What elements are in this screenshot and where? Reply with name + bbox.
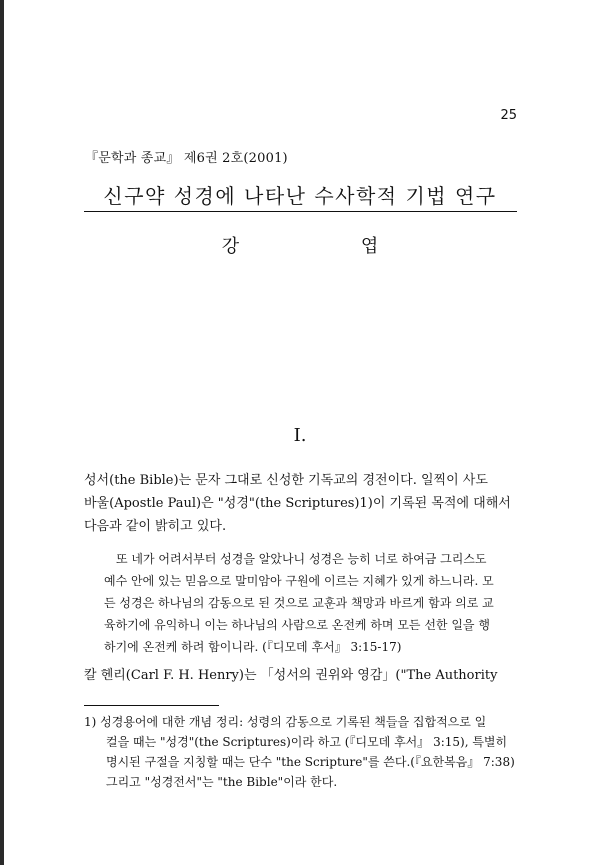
footnote-separator-rule bbox=[84, 705, 219, 706]
footnote-1 bbox=[84, 712, 517, 792]
paragraph-line: 칼 헨리(Carl F. H. Henry)는 「성서의 권위와 영감」("The Authority bbox=[84, 668, 498, 683]
section-heading: I. bbox=[293, 425, 307, 446]
block-quote bbox=[104, 548, 517, 658]
paragraph-2 bbox=[84, 664, 517, 687]
title-underline-rule bbox=[84, 211, 517, 212]
article-title: 신구약 성경에 나타난 수사학적 기법 연구 bbox=[103, 184, 497, 208]
footnote-line: 명시된 구절을 지칭할 때는 단수 "the Scripture"를 쓴다.(『요한복음』 7:38) bbox=[106, 755, 515, 769]
page-number: 25 bbox=[500, 108, 517, 123]
quote-line: 예수 안에 있는 믿음으로 말미암아 구원에 이르는 지혜가 있게 하느니라. 모 bbox=[104, 574, 494, 588]
footnote-line: 1) 성경용어에 대한 개념 정리: 성령의 감동으로 기록된 책들을 집합적으로 일 bbox=[84, 715, 487, 729]
quote-line: 또 네가 어려서부터 성경을 알았나니 성경은 능히 너로 하여금 그리스도 bbox=[116, 552, 487, 566]
quote-line: 든 성경은 하나님의 감동으로 된 것으로 교훈과 책망과 바르게 함과 의로 교 bbox=[104, 596, 494, 610]
footnote-line: 컬을 때는 "성경"(the Scriptures)이라 하고 (『디모데 후서』 3:15), 특별히 bbox=[106, 735, 508, 749]
paragraph-line: 바울(Apostle Paul)은 "성경"(the Scriptures)1)이 기록된 목적에 대해서 bbox=[84, 496, 511, 511]
paragraph-line: 성서(the Bible)는 문자 그대로 신성한 기독교의 경전이다. 일찍이 사도 bbox=[84, 473, 488, 488]
footnote-line: 그리고 "성경전서"는 "the Bible"이라 한다. bbox=[106, 775, 338, 789]
paragraph-line: 다음과 같이 밝히고 있다. bbox=[84, 519, 227, 534]
paragraph-1 bbox=[84, 469, 517, 538]
quote-line: 하기에 온전케 하려 함이니라. (『디모데 후서』 3:15-17) bbox=[104, 640, 402, 654]
author-name: 강 엽 bbox=[221, 236, 437, 257]
journal-citation: 『문학과 종교』 제6권 2호(2001) bbox=[85, 151, 288, 166]
quote-line: 육하기에 유익하니 이는 하나님의 사람으로 온전케 하며 모든 선한 일을 행 bbox=[104, 618, 490, 632]
